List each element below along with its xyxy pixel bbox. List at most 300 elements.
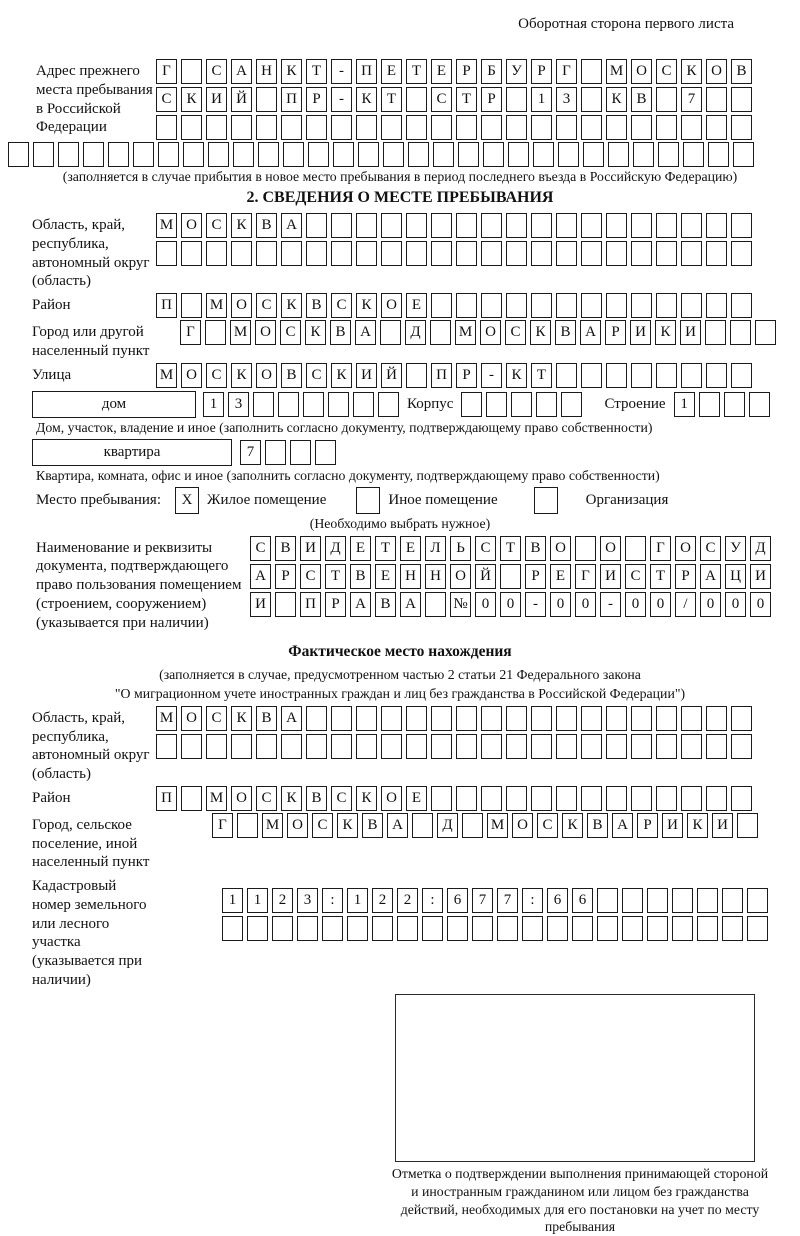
char-cell: С [206, 59, 227, 84]
char-cell [481, 706, 502, 731]
char-cell [406, 213, 427, 238]
char-cell [331, 734, 352, 759]
char-cell [406, 363, 427, 388]
prev-address-row-1[interactable] [156, 59, 752, 84]
char-cell [747, 888, 768, 913]
char-cell: Р [275, 564, 296, 589]
char-cell [222, 916, 243, 941]
char-cell: В [525, 536, 546, 561]
char-cell [733, 142, 754, 167]
char-cell [631, 706, 652, 731]
char-cell [731, 293, 752, 318]
char-cell [656, 115, 677, 140]
stroenie-label: Строение [604, 395, 666, 412]
char-cell [456, 706, 477, 731]
char-cell: Т [650, 564, 671, 589]
char-cell [581, 87, 602, 112]
char-cell [536, 392, 557, 417]
char-cell [506, 706, 527, 731]
char-cell [731, 734, 752, 759]
char-cell: Ц [725, 564, 746, 589]
char-cell [412, 813, 433, 838]
char-cell: О [550, 536, 571, 561]
char-cell [406, 87, 427, 112]
field-district-actual [8, 786, 792, 811]
char-cell: 0 [500, 592, 521, 617]
char-cell: П [156, 293, 177, 318]
char-cell [737, 813, 758, 838]
char-cell: Н [400, 564, 421, 589]
char-cell [258, 142, 279, 167]
char-cell [606, 213, 627, 238]
char-cell: М [455, 320, 476, 345]
char-cell [683, 142, 704, 167]
char-cell [506, 734, 527, 759]
char-cell: Б [481, 59, 502, 84]
char-cell: Т [406, 59, 427, 84]
char-cell [422, 916, 443, 941]
char-cell: А [281, 213, 302, 238]
char-cell: В [281, 363, 302, 388]
char-cell: П [156, 786, 177, 811]
char-cell: О [231, 293, 252, 318]
char-cell: Т [531, 363, 552, 388]
field-cadastral [8, 874, 792, 990]
district-actual-label: Район [32, 789, 71, 806]
prev-address-row-4[interactable] [8, 142, 792, 167]
region-actual-row-1[interactable] [156, 706, 752, 731]
char-cell: 1 [347, 888, 368, 913]
char-cell: П [300, 592, 321, 617]
char-cell: Г [650, 536, 671, 561]
char-cell [706, 213, 727, 238]
char-cell: В [256, 213, 277, 238]
char-cell [315, 440, 336, 465]
char-cell: К [305, 320, 326, 345]
char-cell: С [505, 320, 526, 345]
char-cell [208, 142, 229, 167]
char-cell [506, 786, 527, 811]
char-cell: 0 [575, 592, 596, 617]
field-prev-address [8, 59, 792, 140]
char-cell [380, 320, 401, 345]
char-cell: О [600, 536, 621, 561]
char-cell [433, 142, 454, 167]
char-cell [397, 916, 418, 941]
char-cell [722, 888, 743, 913]
char-cell: 1 [531, 87, 552, 112]
char-cell [253, 392, 274, 417]
char-cell [681, 786, 702, 811]
char-cell [722, 916, 743, 941]
char-cell [672, 888, 693, 913]
house-box-label: дом [32, 391, 196, 418]
char-cell [531, 115, 552, 140]
char-cell [647, 888, 668, 913]
char-cell [597, 916, 618, 941]
document-row-3[interactable] [250, 592, 771, 617]
char-cell [681, 706, 702, 731]
char-cell [306, 706, 327, 731]
char-cell: Е [406, 293, 427, 318]
char-cell [706, 363, 727, 388]
district-row[interactable] [156, 293, 752, 318]
apartment-box-label: квартира [32, 439, 232, 466]
char-cell [481, 293, 502, 318]
char-cell: 0 [550, 592, 571, 617]
char-cell: 2 [397, 888, 418, 913]
char-cell [575, 536, 596, 561]
char-cell: О [631, 59, 652, 84]
char-cell: С [156, 87, 177, 112]
char-cell: М [156, 363, 177, 388]
char-cell [706, 786, 727, 811]
char-cell [265, 440, 286, 465]
char-cell [556, 241, 577, 266]
cadastral-row-2[interactable] [222, 916, 768, 941]
region-row-2[interactable] [156, 241, 752, 266]
char-cell [583, 142, 604, 167]
char-cell [308, 142, 329, 167]
char-cell: В [362, 813, 383, 838]
city-row[interactable] [180, 320, 776, 345]
char-cell [656, 786, 677, 811]
char-cell [481, 734, 502, 759]
char-cell [431, 241, 452, 266]
char-cell [556, 786, 577, 811]
char-cell [522, 916, 543, 941]
char-cell: Т [456, 87, 477, 112]
char-cell [597, 888, 618, 913]
char-cell [706, 734, 727, 759]
char-cell [58, 142, 79, 167]
char-cell [322, 916, 343, 941]
char-cell [633, 142, 654, 167]
char-cell [133, 142, 154, 167]
char-cell: С [280, 320, 301, 345]
char-cell: М [206, 786, 227, 811]
char-cell: К [231, 363, 252, 388]
char-cell: К [281, 293, 302, 318]
char-cell [237, 813, 258, 838]
char-cell [431, 786, 452, 811]
confirmation-stamp-box [395, 994, 755, 1162]
char-cell: № [450, 592, 471, 617]
char-cell [430, 320, 451, 345]
char-cell: 0 [700, 592, 721, 617]
char-cell: Е [550, 564, 571, 589]
char-cell [456, 293, 477, 318]
char-cell [606, 293, 627, 318]
char-cell [256, 87, 277, 112]
char-cell [406, 115, 427, 140]
region-actual-label: Область, край, республика, автономный округ (область) [32, 709, 150, 783]
option-inoe-label: Иное помещение [388, 491, 498, 508]
char-cell [672, 916, 693, 941]
char-cell: А [281, 706, 302, 731]
char-cell: Р [525, 564, 546, 589]
char-cell [556, 706, 577, 731]
korpus-cells[interactable] [461, 392, 582, 417]
char-cell: В [306, 293, 327, 318]
char-cell: - [525, 592, 546, 617]
char-cell [378, 392, 399, 417]
char-cell [558, 142, 579, 167]
cadastral-label: Кадастровый номер земельного или лесного участка (указывается при наличии) [32, 878, 147, 988]
char-cell [306, 213, 327, 238]
char-cell [431, 213, 452, 238]
char-cell [581, 241, 602, 266]
char-cell [356, 115, 377, 140]
char-cell: П [431, 363, 452, 388]
char-cell [622, 888, 643, 913]
char-cell: Г [575, 564, 596, 589]
char-cell: К [687, 813, 708, 838]
char-cell [731, 241, 752, 266]
checkbox-inoe[interactable] [356, 487, 380, 514]
char-cell [483, 142, 504, 167]
char-cell [83, 142, 104, 167]
char-cell: Р [306, 87, 327, 112]
char-cell: С [700, 536, 721, 561]
char-cell: С [475, 536, 496, 561]
house-cells[interactable] [203, 392, 399, 417]
char-cell [547, 916, 568, 941]
char-cell [481, 213, 502, 238]
char-cell [731, 87, 752, 112]
char-cell: 0 [475, 592, 496, 617]
char-cell [431, 293, 452, 318]
char-cell: 7 [497, 888, 518, 913]
char-cell [358, 142, 379, 167]
char-cell [506, 87, 527, 112]
char-cell: Т [500, 536, 521, 561]
apartment-note: Квартира, комната, офис и иное (заполнить согласно документу, подтверждающему право собственности) [36, 467, 660, 483]
char-cell: А [231, 59, 252, 84]
char-cell [481, 241, 502, 266]
char-cell [447, 916, 468, 941]
char-cell: 0 [750, 592, 771, 617]
char-cell [272, 916, 293, 941]
char-cell: С [431, 87, 452, 112]
char-cell: Д [405, 320, 426, 345]
apartment-cells[interactable] [240, 440, 336, 465]
char-cell: М [230, 320, 251, 345]
char-cell: С [656, 59, 677, 84]
char-cell: : [322, 888, 343, 913]
char-cell [531, 734, 552, 759]
char-cell [231, 734, 252, 759]
region-label: Область, край, республика, автономный округ (область) [32, 217, 150, 290]
char-cell: И [250, 592, 271, 617]
char-cell [581, 786, 602, 811]
char-cell [108, 142, 129, 167]
char-cell: И [300, 536, 321, 561]
char-cell: С [312, 813, 333, 838]
char-cell [181, 734, 202, 759]
char-cell: И [712, 813, 733, 838]
char-cell: А [700, 564, 721, 589]
char-cell: А [250, 564, 271, 589]
char-cell: В [330, 320, 351, 345]
char-cell: О [706, 59, 727, 84]
char-cell: М [487, 813, 508, 838]
char-cell: 1 [247, 888, 268, 913]
char-cell [306, 734, 327, 759]
actual-location-note-1: (заполняется в случае, предусмотренном частью 2 статьи 21 Федерального закона [159, 666, 641, 682]
char-cell [181, 786, 202, 811]
char-cell: - [600, 592, 621, 617]
char-cell [631, 213, 652, 238]
char-cell [306, 115, 327, 140]
char-cell [481, 786, 502, 811]
field-city-actual [8, 813, 792, 872]
char-cell [656, 213, 677, 238]
char-cell [233, 142, 254, 167]
char-cell [356, 734, 377, 759]
region-actual-row-2[interactable] [156, 734, 752, 759]
field-region [8, 213, 792, 291]
char-cell [8, 142, 29, 167]
char-cell: Р [481, 87, 502, 112]
char-cell [631, 115, 652, 140]
char-cell [556, 213, 577, 238]
char-cell: О [381, 293, 402, 318]
char-cell: Р [675, 564, 696, 589]
char-cell: К [331, 363, 352, 388]
char-cell [158, 142, 179, 167]
char-cell: М [206, 293, 227, 318]
char-cell: Г [156, 59, 177, 84]
char-cell [658, 142, 679, 167]
char-cell: С [306, 363, 327, 388]
char-cell: К [506, 363, 527, 388]
char-cell [462, 813, 483, 838]
prev-address-row-2[interactable] [156, 87, 752, 112]
char-cell [708, 142, 729, 167]
char-cell [622, 916, 643, 941]
char-cell: Л [425, 536, 446, 561]
char-cell [531, 706, 552, 731]
char-cell: Р [456, 59, 477, 84]
char-cell: А [400, 592, 421, 617]
char-cell [331, 706, 352, 731]
char-cell [581, 734, 602, 759]
char-cell [631, 293, 652, 318]
char-cell [281, 241, 302, 266]
checkbox-organizatsiya[interactable] [534, 487, 558, 514]
char-cell: И [600, 564, 621, 589]
char-cell: - [331, 59, 352, 84]
stay-type-row [36, 487, 792, 514]
char-cell [183, 142, 204, 167]
char-cell [256, 241, 277, 266]
char-cell [456, 241, 477, 266]
char-cell: Т [306, 59, 327, 84]
char-cell: Н [256, 59, 277, 84]
char-cell [231, 241, 252, 266]
char-cell [231, 115, 252, 140]
apartment-row [32, 439, 792, 466]
char-cell: К [181, 87, 202, 112]
char-cell: К [530, 320, 551, 345]
option-zhiloe-label: Жилое помещение [207, 491, 327, 508]
checkbox-zhiloe[interactable]: X [175, 487, 199, 514]
char-cell: В [350, 564, 371, 589]
city-actual-row[interactable] [212, 813, 758, 838]
char-cell: : [422, 888, 443, 913]
char-cell [556, 363, 577, 388]
char-cell [656, 293, 677, 318]
char-cell: С [250, 536, 271, 561]
char-cell: И [750, 564, 771, 589]
char-cell: Р [637, 813, 658, 838]
char-cell [331, 213, 352, 238]
region-row-1[interactable] [156, 213, 752, 238]
char-cell [206, 734, 227, 759]
korpus-label: Корпус [407, 395, 454, 412]
char-cell: Т [375, 536, 396, 561]
char-cell [303, 392, 324, 417]
char-cell [581, 59, 602, 84]
char-cell: К [231, 706, 252, 731]
char-cell: П [356, 59, 377, 84]
district-label: Район [32, 297, 71, 313]
char-cell [631, 241, 652, 266]
char-cell: К [356, 786, 377, 811]
char-cell [724, 392, 745, 417]
stroenie-cells[interactable] [674, 392, 770, 417]
char-cell [606, 786, 627, 811]
char-cell [681, 363, 702, 388]
char-cell: 1 [222, 888, 243, 913]
char-cell: С [206, 706, 227, 731]
document-row-1[interactable] [250, 536, 771, 561]
char-cell [681, 293, 702, 318]
char-cell: И [662, 813, 683, 838]
char-cell [656, 241, 677, 266]
document-row-2[interactable] [250, 564, 771, 589]
char-cell [431, 734, 452, 759]
char-cell [497, 916, 518, 941]
char-cell: Е [400, 536, 421, 561]
street-row[interactable] [156, 363, 752, 388]
char-cell [425, 592, 446, 617]
stay-type-label: Место пребывания: [36, 491, 161, 508]
char-cell: Е [375, 564, 396, 589]
char-cell [431, 115, 452, 140]
district-actual-row[interactable] [156, 786, 752, 811]
char-cell: Е [381, 59, 402, 84]
char-cell [749, 392, 770, 417]
char-cell: С [331, 786, 352, 811]
char-cell: Й [231, 87, 252, 112]
char-cell [383, 142, 404, 167]
char-cell: К [655, 320, 676, 345]
char-cell: К [231, 213, 252, 238]
char-cell [431, 706, 452, 731]
char-cell [656, 87, 677, 112]
char-cell [406, 706, 427, 731]
char-cell: С [206, 363, 227, 388]
prev-address-note: (заполняется в случае прибытия в новое место пребывания в период последнего въезда в Российскую Федерацию) [62, 169, 738, 184]
prev-address-row-3[interactable] [156, 115, 752, 140]
cadastral-row-1[interactable] [222, 888, 768, 913]
char-cell: И [356, 363, 377, 388]
char-cell [681, 115, 702, 140]
page-header: Оборотная сторона первого листа [518, 16, 734, 32]
char-cell [281, 115, 302, 140]
